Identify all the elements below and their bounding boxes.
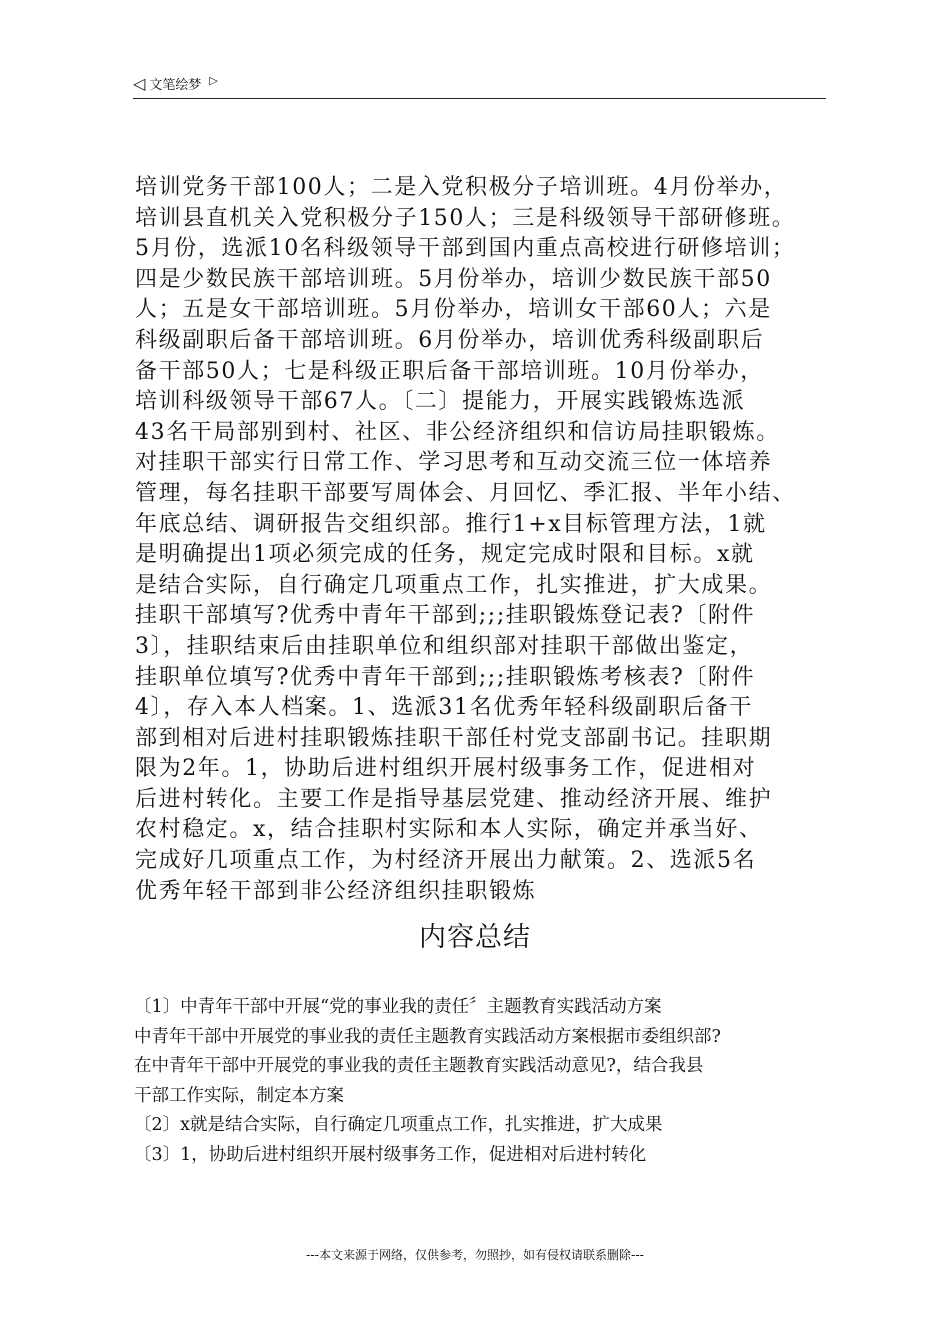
body-line: 挂职干部填写?优秀中青年干部到;;;挂职锻炼登记表?〔附件 bbox=[135, 603, 756, 629]
summary-line: 〔2〕x就是结合实际，自行确定几项重点工作，扎实推进，扩大成果 bbox=[134, 1115, 663, 1136]
body-line: 科级副职后备干部培训班。6月份举办，培训优秀科级副职后 bbox=[135, 327, 765, 353]
summary-line: 中青年干部中开展党的事业我的责任主题教育实践活动方案根据市委组织部? bbox=[134, 1026, 721, 1047]
body-line: 5月份，选派10名科级领导干部到国内重点高校进行研修培训； bbox=[135, 236, 796, 262]
body-line: 挂职单位填写?优秀中青年干部到;;;挂职锻炼考核表?〔附件 bbox=[135, 664, 756, 690]
summary-line: 〔3〕1，协助后进村组织开展村级事务工作，促进相对后进村转化 bbox=[134, 1144, 647, 1165]
body-line: 3〕，挂职结束后由挂职单位和组织部对挂职干部做出鉴定， bbox=[135, 633, 754, 659]
page-header bbox=[133, 74, 826, 99]
body-line: 管理，每名挂职干部要写周体会、月回忆、季汇报、半年小结、 bbox=[135, 480, 796, 506]
summary-section bbox=[134, 993, 834, 1171]
body-line: 年底总结、调研报告交组织部。推行1+x目标管理方法，1就 bbox=[135, 511, 767, 537]
summary-title: 内容总结 bbox=[419, 922, 531, 953]
body-line: 43名干局部别到村、社区、非公经济组织和信访局挂职锻炼。 bbox=[135, 419, 780, 445]
triangle-left-icon: ◁ bbox=[133, 73, 146, 93]
body-line: 培训县直机关入党积极分子150人；三是科级领导干部研修班。 bbox=[135, 205, 796, 231]
body-line: 四是少数民族干部培训班。5月份举办，培训少数民族干部50 bbox=[135, 266, 772, 292]
body-line: 是结合实际，自行确定几项重点工作，扎实推进，扩大成果。 bbox=[135, 572, 773, 598]
body-line: 培训党务干部100人；二是入党积极分子培训班。4月份举办， bbox=[135, 175, 788, 200]
body-line: 部到相对后进村挂职锻炼挂职干部任村党支部副书记。挂职期 bbox=[135, 725, 773, 751]
body-line: 人；五是女干部培训班。5月份举办，培训女干部60人；六是 bbox=[135, 297, 772, 323]
body-line: 培训科级领导干部67人。〔二〕提能力，开展实践锻炼选派 bbox=[135, 389, 746, 415]
summary-line: 在中青年干部中开展党的事业我的责任主题教育实践活动意见?，结合我县 bbox=[134, 1056, 704, 1077]
body-line: 是明确提出1项必须完成的任务，规定完成时限和目标。x就 bbox=[135, 542, 755, 568]
brand-name: 文笔绘梦 bbox=[149, 78, 202, 93]
header-brand bbox=[133, 74, 218, 93]
body-line: 农村稳定。x，结合挂职村实际和本人实际，确定并承当好、 bbox=[135, 817, 763, 843]
body-paragraph bbox=[135, 173, 835, 907]
body-line: 限为2年。1，协助后进村组织开展村级事务工作，促进相对 bbox=[135, 756, 757, 782]
body-line: 完成好几项重点工作，为村经济开展出力献策。2、选派5名 bbox=[135, 848, 757, 874]
triangle-right-icon: ▷ bbox=[209, 74, 218, 87]
body-line: 对挂职干部实行日常工作、学习思考和互动交流三位一体培养 bbox=[135, 450, 773, 476]
body-line: 后进村转化。主要工作是指导基层党建、推动经济开展、维护 bbox=[135, 786, 773, 812]
body-line: 备干部50人；七是科级正职后备干部培训班。10月份举办， bbox=[135, 358, 764, 384]
body-line: 优秀年轻干部到非公经济组织挂职锻炼 bbox=[135, 878, 537, 904]
footer-disclaimer: ---本文来源于网络，仅供参考，勿照抄，如有侵权请联系删除--- bbox=[306, 1248, 644, 1262]
body-line: 4〕，存入本人档案。1、选派31名优秀年轻科级副职后备干 bbox=[135, 695, 753, 721]
summary-line: 〔1〕中青年干部中开展“党的事业我的责任〞主题教育实践活动方案 bbox=[134, 997, 662, 1017]
summary-line: 干部工作实际，制定本方案 bbox=[134, 1085, 344, 1106]
